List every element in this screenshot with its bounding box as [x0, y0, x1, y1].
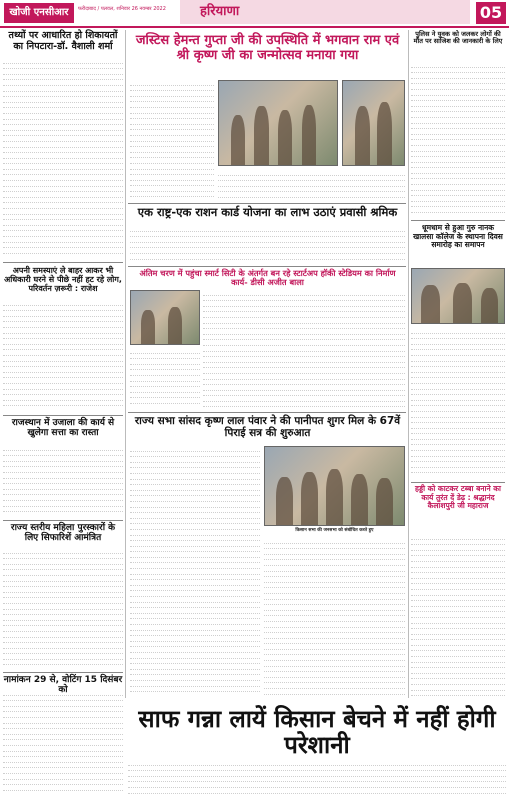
text-line: [3, 785, 123, 791]
mid-story-1-body: [130, 226, 405, 262]
mid-story-2-headline: अंतिम चरण में पहुंचा स्मार्ट सिटी के अंतर्गत बन रहे स्टार्टअप हॉकी स्टेडियम का निर्माण कार्य- डीसी अजीत बाला: [139, 268, 396, 288]
text-line: [130, 398, 200, 404]
text-line: [411, 691, 505, 697]
left-article-4: [3, 548, 123, 668]
left-article-3: [3, 445, 123, 515]
left-headline-4: राज्य स्तरीय महिला पुरस्कारों के लिए सिफारिशें आमंत्रित: [10, 523, 116, 544]
text-line: [3, 401, 123, 407]
right-article-3: [411, 534, 505, 698]
left-headline-5: नामांकन 29 से, वोटिंग 15 दिसंबर को: [3, 675, 123, 696]
divider: [128, 203, 406, 204]
left-headline-1: तथ्यों पर आधारित हो शिकायतों का निपटारा-डॉ. वैशाली शर्मा: [8, 30, 118, 52]
left-article-1: [3, 58, 123, 258]
right-photo-1: [411, 268, 505, 324]
text-line: [411, 468, 505, 474]
newspaper-brand: खोजी एनसीआर: [4, 3, 74, 23]
right-article-2: [411, 328, 505, 478]
divider: [128, 266, 406, 267]
top-story-headline: जस्टिस हेमन्त गुप्ता जी की उपस्थिति में भगवान राम एवं श्री कृष्ण जी का जन्मोत्सव मनाया गया: [135, 33, 400, 63]
text-line: [411, 207, 505, 213]
divider: [3, 262, 123, 263]
right-headline-2: धूमधाम से हुआ गुरु नानक खालसा कॉलेज के स्थापना दिवस समारोह का समापन: [413, 223, 503, 250]
right-article-1: [411, 62, 505, 214]
top-story-body: [130, 80, 214, 200]
mid-story-3-photo: [264, 446, 405, 526]
text-line: [3, 507, 123, 513]
divider: [3, 415, 123, 416]
mid-story-3-body-2: [264, 538, 405, 698]
text-line: [3, 660, 123, 666]
text-line: [130, 254, 405, 260]
text-line: [3, 248, 123, 254]
text-line: [264, 689, 405, 695]
column-rule: [408, 30, 409, 698]
mid-story-1-headline: एक राष्ट्र-एक राशन कार्ड योजना का लाभ उठाएं प्रवासी श्रमिक: [137, 205, 398, 219]
mid-story-2-photo: [130, 290, 200, 345]
column-rule: [125, 30, 126, 698]
dateline: फरीदाबाद / पलवल, शनिवार 26 नवम्बर 2022: [78, 6, 166, 12]
divider: [3, 672, 123, 673]
bottom-banner: [128, 706, 506, 758]
bottom-banner-headline: साफ गन्ना लायें किसान बेचने में नहीं होगी परेशानी: [138, 705, 496, 759]
bottom-article-body: [128, 760, 506, 798]
mid-story-2-body: [203, 290, 405, 408]
divider: [411, 482, 505, 483]
text-line: [128, 788, 506, 794]
masthead: [0, 0, 509, 28]
text-line: [203, 402, 405, 408]
divider: [128, 412, 406, 413]
page-number: 05: [476, 2, 506, 24]
divider: [411, 220, 505, 221]
right-headline-3: हड्डी को काटकर टब्बा बनाने का कार्य तुरंत दें डेढ़ : श्रद्धानंद कैलाशपुरी जी महाराज: [415, 484, 501, 511]
left-article-5: [3, 690, 123, 796]
left-article-2: [3, 300, 123, 410]
text-line: [130, 192, 214, 198]
right-headline-1: पुलिस ने युवक को जलकर लोगों की मौत पर साजिश की जानकारी के लिए: [413, 30, 503, 46]
left-headline-3: राजस्थान में उजाला की कार्य से खुलेगा सत्ता का रास्ता: [11, 418, 115, 439]
left-headline-2: अपनी समस्याएं ले बाहर आकर भी अधिकारी घरने से पीछे नहीं हट रहे लोग, परिवर्तन ज़रूरी : राजेश: [4, 266, 122, 294]
mid-story-2-body-2: [130, 348, 200, 408]
top-story-photo: [218, 80, 338, 166]
text-line: [218, 192, 405, 198]
top-story-photo-2: [342, 80, 405, 166]
photo-caption: किसान सभा की जनसभा को संबोधित करते हुए: [295, 528, 374, 533]
section-title: हरियाणा: [180, 0, 470, 24]
top-story-body-2: [218, 170, 405, 200]
mid-story-3-body: [130, 446, 260, 696]
text-line: [130, 687, 260, 693]
divider: [3, 520, 123, 521]
mid-story-3-headline: राज्य सभा सांसद कृष्ण लाल पंवार ने की पानीपत शुगर मिल के 67वें पिराई सत्र की शुरुआत: [134, 415, 401, 440]
